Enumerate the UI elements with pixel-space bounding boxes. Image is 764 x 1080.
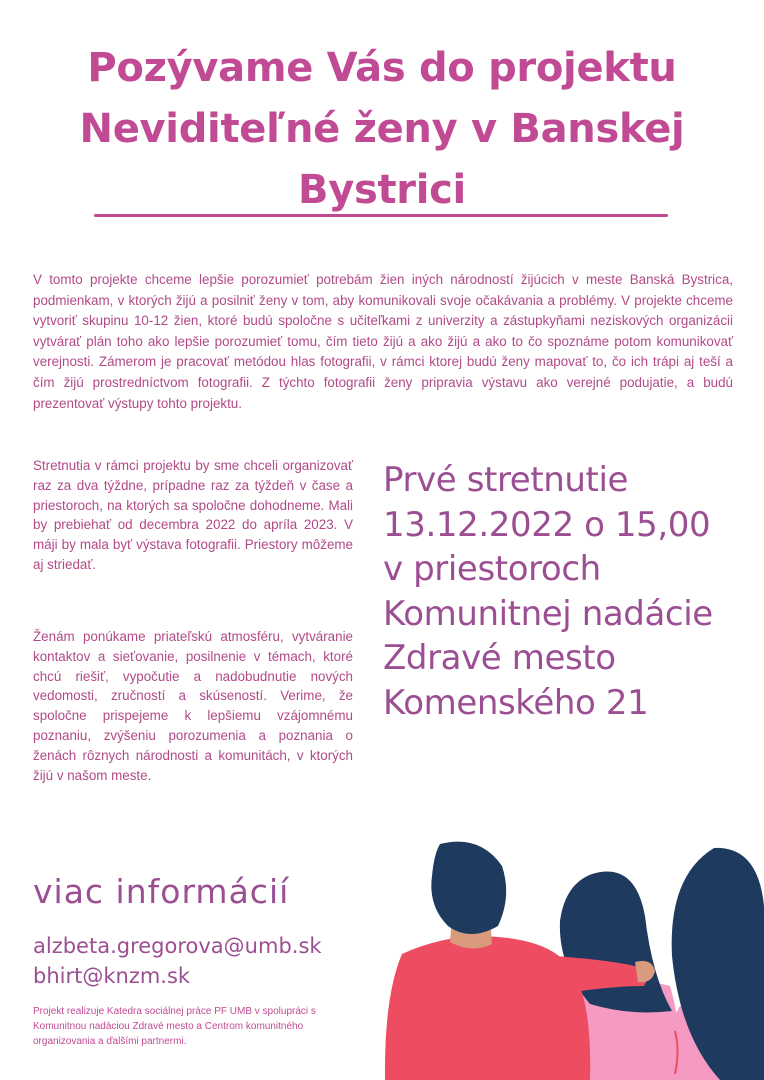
meeting-line-organization: Komunitnej nadácie <box>383 593 713 634</box>
woman-left-hair <box>431 842 506 934</box>
title-underline <box>94 214 668 217</box>
meeting-line-address: Komenského 21 <box>383 682 649 723</box>
footer-credits: Projekt realizuje Katedra sociálnej práce PF UMB v spolupráci s Komunitnou nadáciou Zdravé mesto a Centrom komunitného organizovania a ďalšími partnermi. <box>33 1006 316 1047</box>
offer-paragraph: Ženám ponúkame priateľskú atmosféru, vytváranie kontaktov a sieťovanie, posilnenie v témach, ktoré chcú riešiť, vypočutie a nadobudnutie nových vedomosti, zručností a skúseností. Verime, že spoločne prispejeme k lepšiemu vzájomnému poznaniu, zvýšeniu porozumenia a poznania o ženách rôznych národnosti a komunitách, v ktorých žijú v našom meste. <box>33 629 353 783</box>
page-title: Pozývame Vás do projektu Neviditeľné ženy v Banskej Bystrici <box>79 45 685 213</box>
intro-paragraph: V tomto projekte chceme lepšie porozumieť potrebám žien iných národností žijúcich v meste Banská Bystrica, podmienkam, v ktorých žijú a posilniť ženy v tom, aby komunikovali svoje očakávania a problémy. V projekte chceme vytvoriť skupinu 10-12 žien, ktoré budú spoločne s učiteľkami z univerzity a zástupkyňami neziskových organizácii vytvárať plán toho ako lepšie porozumieť tomu, čím tieto žijú a ako žijú a ako to čo spoznáme potom komunikovať verejnosti. Zámerom je pracovať metódou hlas fotografii, v rámci ktorej budú ženy mapovať to, čo ich trápi aj teší a čím žijú prostredníctvom fotografii. Z týchto fotografii ženy pripravia výstavu ako verejné podujatie, a budú prezentovať výstupy tohto projektu. <box>33 272 733 411</box>
more-info-heading: viac informácií <box>33 872 290 911</box>
meeting-line-place-intro: v priestoroch <box>383 549 601 589</box>
email-link-hirt[interactable]: bhirt@knzm.sk <box>33 964 191 988</box>
women-illustration <box>380 836 764 1080</box>
meeting-line-title: Prvé stretnutie <box>383 460 629 500</box>
meeting-line-organization-name: Zdravé mesto <box>383 638 616 678</box>
email-link-gregorova[interactable]: alzbeta.gregorova@umb.sk <box>33 934 322 958</box>
meeting-line-date: 13.12.2022 o 15,00 <box>383 504 711 545</box>
first-meeting-info <box>383 458 753 725</box>
meetings-paragraph: Stretnutia v rámci projektu by sme chceli organizovať raz za dva týždne, prípadne raz za týždeň v čase a priestoroch, na ktorých sa spoločne dohodneme. Mali by prebiehať od decembra 2022 do apríla 2023. V máji by mala byť výstava fotografii. Priestory môžeme aj striedať. <box>33 458 353 572</box>
